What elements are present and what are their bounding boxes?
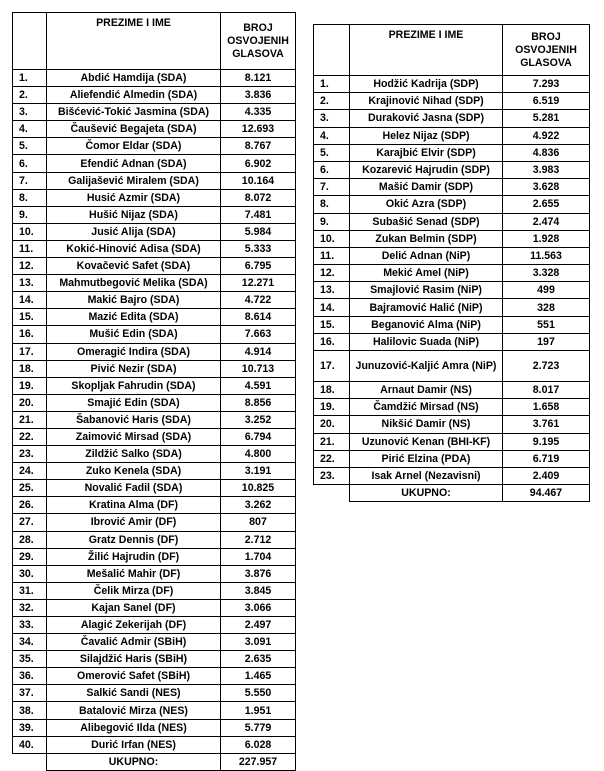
vote-count-cell: 11.563 xyxy=(503,247,590,264)
candidate-name-cell: Durić Irfan (NES) xyxy=(47,736,221,753)
vote-count-cell: 6.794 xyxy=(221,428,296,445)
vote-count-cell: 5.333 xyxy=(221,240,296,257)
table-row xyxy=(314,351,590,382)
row-index-cell: 27. xyxy=(13,514,47,531)
vote-count-cell: 4.922 xyxy=(503,127,590,144)
vote-count-cell: 12.271 xyxy=(221,275,296,292)
vote-count-cell: 2.712 xyxy=(221,531,296,548)
row-index-cell: 35. xyxy=(13,651,47,668)
vote-count-cell: 8.767 xyxy=(221,138,296,155)
candidate-name-cell: Pivić Nezir (SDA) xyxy=(47,360,221,377)
table-row xyxy=(13,634,296,651)
table-row xyxy=(13,223,296,240)
vote-count-cell: 10.164 xyxy=(221,172,296,189)
row-index-cell: 15. xyxy=(314,316,350,333)
candidate-name-cell: Mašić Damir (SDP) xyxy=(350,179,503,196)
table-row xyxy=(314,382,590,399)
table-row xyxy=(13,155,296,172)
table-row xyxy=(314,247,590,264)
row-index-cell: 20. xyxy=(314,416,350,433)
vote-count-cell: 2.723 xyxy=(503,351,590,382)
candidate-name-cell: Mazić Edita (SDA) xyxy=(47,309,221,326)
left-results-table xyxy=(12,12,296,771)
candidate-name-cell: Karajbić Elvir (SDP) xyxy=(350,144,503,161)
candidate-name-cell: Kozarević Hajrudin (SDP) xyxy=(350,161,503,178)
candidate-name-cell: Mekić Amel (NiP) xyxy=(350,265,503,282)
vote-count-cell: 6.902 xyxy=(221,155,296,172)
vote-count-cell: 3.262 xyxy=(221,497,296,514)
row-index-cell: 14. xyxy=(13,292,47,309)
vote-count-cell: 807 xyxy=(221,514,296,531)
candidate-name-cell: Batalović Mirza (NES) xyxy=(47,702,221,719)
name-column-header: PREZIME I IME xyxy=(47,13,221,70)
row-index-cell: 28. xyxy=(13,531,47,548)
row-index-cell: 9. xyxy=(13,206,47,223)
candidate-name-cell: Mušić Edin (SDA) xyxy=(47,326,221,343)
table-row xyxy=(13,87,296,104)
row-index-cell: 14. xyxy=(314,299,350,316)
index-header-cell xyxy=(314,25,350,76)
row-index-cell: 8. xyxy=(13,189,47,206)
table-row xyxy=(314,161,590,178)
vote-count-cell: 3.091 xyxy=(221,634,296,651)
candidate-name-cell: Omerović Safet (SBiH) xyxy=(47,668,221,685)
table-row xyxy=(314,196,590,213)
table-row xyxy=(13,685,296,702)
table-row xyxy=(13,582,296,599)
vote-count-cell: 8.017 xyxy=(503,382,590,399)
row-index-cell: 10. xyxy=(13,223,47,240)
right-results-table xyxy=(313,24,590,502)
vote-count-cell: 8.121 xyxy=(221,70,296,87)
total-value: 94.467 xyxy=(503,485,590,502)
candidate-name-cell: Nikšić Damir (NS) xyxy=(350,416,503,433)
total-value: 227.957 xyxy=(221,753,296,770)
vote-count-cell: 3.066 xyxy=(221,599,296,616)
candidate-name-cell: Omeragić Indira (SDA) xyxy=(47,343,221,360)
table-row xyxy=(13,394,296,411)
table-row xyxy=(314,144,590,161)
name-column-header: PREZIME I IME xyxy=(350,25,503,76)
vote-count-cell: 8.072 xyxy=(221,189,296,206)
candidate-name-cell: Hušić Nijaz (SDA) xyxy=(47,206,221,223)
vote-count-cell: 4.591 xyxy=(221,377,296,394)
table-row xyxy=(13,104,296,121)
candidate-name-cell: Bajramović Halić (NiP) xyxy=(350,299,503,316)
candidate-name-cell: Zildžić Salko (SDA) xyxy=(47,446,221,463)
votes-column-header: BROJ OSVOJENIH GLASOVA xyxy=(221,13,296,70)
row-index-cell: 22. xyxy=(314,450,350,467)
vote-count-cell: 8.614 xyxy=(221,309,296,326)
row-index-cell: 16. xyxy=(13,326,47,343)
vote-count-cell: 3.628 xyxy=(503,179,590,196)
candidate-name-cell: Novalić Fadil (SDA) xyxy=(47,480,221,497)
vote-count-cell: 6.028 xyxy=(221,736,296,753)
row-index-cell: 34. xyxy=(13,634,47,651)
table-row xyxy=(314,230,590,247)
table-row xyxy=(13,292,296,309)
table-row xyxy=(13,702,296,719)
table-row xyxy=(13,326,296,343)
candidate-name-cell: Galijašević Miralem (SDA) xyxy=(47,172,221,189)
table-row xyxy=(13,497,296,514)
table-row xyxy=(13,446,296,463)
vote-count-cell: 2.409 xyxy=(503,467,590,484)
row-index-cell: 17. xyxy=(314,351,350,382)
row-index-cell: 16. xyxy=(314,333,350,350)
table-row xyxy=(13,668,296,685)
row-index-cell: 12. xyxy=(314,265,350,282)
total-row xyxy=(314,485,590,502)
vote-count-cell: 197 xyxy=(503,333,590,350)
row-index-cell: 5. xyxy=(13,138,47,155)
vote-count-cell: 3.983 xyxy=(503,161,590,178)
row-index-cell: 38. xyxy=(13,702,47,719)
candidate-name-cell: Abdić Hamdija (SDA) xyxy=(47,70,221,87)
candidate-name-cell: Halilovic Suada (NiP) xyxy=(350,333,503,350)
table-row xyxy=(13,189,296,206)
row-index-cell: 11. xyxy=(13,240,47,257)
vote-count-cell: 5.281 xyxy=(503,110,590,127)
row-index-cell: 18. xyxy=(13,360,47,377)
vote-count-cell: 4.800 xyxy=(221,446,296,463)
row-index-cell: 30. xyxy=(13,565,47,582)
candidate-name-cell: Isak Arnel (Nezavisni) xyxy=(350,467,503,484)
table-row xyxy=(13,258,296,275)
row-index-cell: 1. xyxy=(13,70,47,87)
row-index-cell: 23. xyxy=(314,467,350,484)
table-row xyxy=(13,309,296,326)
vote-count-cell: 3.191 xyxy=(221,463,296,480)
candidate-name-cell: Smajić Edin (SDA) xyxy=(47,394,221,411)
table-row xyxy=(13,377,296,394)
index-header-cell xyxy=(13,13,47,70)
row-index-cell: 13. xyxy=(13,275,47,292)
row-index-cell: 39. xyxy=(13,719,47,736)
candidate-name-cell: Arnaut Damir (NS) xyxy=(350,382,503,399)
vote-count-cell: 8.856 xyxy=(221,394,296,411)
row-index-cell: 18. xyxy=(314,382,350,399)
total-empty-cell xyxy=(314,485,350,502)
candidate-name-cell: Jusić Alija (SDA) xyxy=(47,223,221,240)
vote-count-cell: 3.836 xyxy=(221,87,296,104)
vote-count-cell: 551 xyxy=(503,316,590,333)
candidate-name-cell: Žilić Hajrudin (DF) xyxy=(47,548,221,565)
row-index-cell: 2. xyxy=(13,87,47,104)
row-index-cell: 21. xyxy=(13,411,47,428)
vote-count-cell: 12.693 xyxy=(221,121,296,138)
row-index-cell: 22. xyxy=(13,428,47,445)
table-row xyxy=(13,172,296,189)
row-index-cell: 10. xyxy=(314,230,350,247)
vote-count-cell: 6.519 xyxy=(503,93,590,110)
table-header-row xyxy=(314,25,590,76)
candidate-name-cell: Beganović Alma (NiP) xyxy=(350,316,503,333)
row-index-cell: 3. xyxy=(314,110,350,127)
row-index-cell: 40. xyxy=(13,736,47,753)
table-row xyxy=(314,282,590,299)
candidate-name-cell: Čomor Eldar (SDA) xyxy=(47,138,221,155)
table-row xyxy=(314,299,590,316)
candidate-name-cell: Alibegović Ilda (NES) xyxy=(47,719,221,736)
candidate-name-cell: Silajdžić Haris (SBiH) xyxy=(47,651,221,668)
candidate-name-cell: Okić Azra (SDP) xyxy=(350,196,503,213)
table-row xyxy=(13,548,296,565)
vote-count-cell: 10.713 xyxy=(221,360,296,377)
candidate-name-cell: Čamdžić Mirsad (NS) xyxy=(350,399,503,416)
row-index-cell: 31. xyxy=(13,582,47,599)
table-row xyxy=(314,433,590,450)
votes-column-header: BROJ OSVOJENIH GLASOVA xyxy=(503,25,590,76)
table-row xyxy=(13,480,296,497)
row-index-cell: 5. xyxy=(314,144,350,161)
table-row xyxy=(13,360,296,377)
table-row xyxy=(13,411,296,428)
vote-count-cell: 10.825 xyxy=(221,480,296,497)
vote-count-cell: 4.836 xyxy=(503,144,590,161)
candidate-name-cell: Kratina Alma (DF) xyxy=(47,497,221,514)
vote-count-cell: 1.704 xyxy=(221,548,296,565)
vote-count-cell: 6.795 xyxy=(221,258,296,275)
row-index-cell: 24. xyxy=(13,463,47,480)
vote-count-cell: 5.550 xyxy=(221,685,296,702)
row-index-cell: 7. xyxy=(314,179,350,196)
candidate-name-cell: Krajinović Nihad (SDP) xyxy=(350,93,503,110)
candidate-name-cell: Makić Bajro (SDA) xyxy=(47,292,221,309)
vote-count-cell: 3.876 xyxy=(221,565,296,582)
candidate-name-cell: Hodžić Kadrija (SDP) xyxy=(350,76,503,93)
vote-count-cell: 1.951 xyxy=(221,702,296,719)
table-row xyxy=(13,138,296,155)
table-row xyxy=(13,514,296,531)
row-index-cell: 23. xyxy=(13,446,47,463)
vote-count-cell: 7.481 xyxy=(221,206,296,223)
candidate-name-cell: Uzunović Kenan (BHI-KF) xyxy=(350,433,503,450)
row-index-cell: 4. xyxy=(13,121,47,138)
table-row xyxy=(13,599,296,616)
candidate-name-cell: Aliefendić Almedin (SDA) xyxy=(47,87,221,104)
table-row xyxy=(314,93,590,110)
candidate-name-cell: Pirić Elzina (PDA) xyxy=(350,450,503,467)
candidate-name-cell: Kovačević Safet (SDA) xyxy=(47,258,221,275)
row-index-cell: 12. xyxy=(13,258,47,275)
vote-count-cell: 328 xyxy=(503,299,590,316)
row-index-cell: 4. xyxy=(314,127,350,144)
row-index-cell: 33. xyxy=(13,617,47,634)
table-row xyxy=(13,240,296,257)
row-index-cell: 15. xyxy=(13,309,47,326)
vote-count-cell: 2.497 xyxy=(221,617,296,634)
table-row xyxy=(13,719,296,736)
row-index-cell: 26. xyxy=(13,497,47,514)
table-row xyxy=(314,450,590,467)
row-index-cell: 21. xyxy=(314,433,350,450)
candidate-name-cell: Helez Nijaz (SDP) xyxy=(350,127,503,144)
table-row xyxy=(314,265,590,282)
total-label: UKUPNO: xyxy=(350,485,503,502)
table-row xyxy=(13,531,296,548)
table-row xyxy=(314,316,590,333)
table-row xyxy=(13,565,296,582)
row-index-cell: 32. xyxy=(13,599,47,616)
candidate-name-cell: Husić Azmir (SDA) xyxy=(47,189,221,206)
candidate-name-cell: Skopljak Fahrudin (SDA) xyxy=(47,377,221,394)
candidate-name-cell: Kajan Sanel (DF) xyxy=(47,599,221,616)
candidate-name-cell: Ibrović Amir (DF) xyxy=(47,514,221,531)
vote-count-cell: 2.635 xyxy=(221,651,296,668)
candidate-name-cell: Smajlović Rasim (NiP) xyxy=(350,282,503,299)
vote-count-cell: 3.328 xyxy=(503,265,590,282)
candidate-name-cell: Zuko Kenela (SDA) xyxy=(47,463,221,480)
table-row xyxy=(314,76,590,93)
candidate-name-cell: Bišćević-Tokić Jasmina (SDA) xyxy=(47,104,221,121)
candidate-name-cell: Delić Adnan (NiP) xyxy=(350,247,503,264)
table-row xyxy=(314,127,590,144)
vote-count-cell: 2.655 xyxy=(503,196,590,213)
row-index-cell: 20. xyxy=(13,394,47,411)
vote-count-cell: 1.928 xyxy=(503,230,590,247)
candidate-name-cell: Čelik Mirza (DF) xyxy=(47,582,221,599)
candidate-name-cell: Junuzović-Kaljić Amra (NiP) xyxy=(350,351,503,382)
candidate-name-cell: Duraković Jasna (SDP) xyxy=(350,110,503,127)
row-index-cell: 19. xyxy=(13,377,47,394)
table-row xyxy=(13,428,296,445)
row-index-cell: 29. xyxy=(13,548,47,565)
vote-count-cell: 1.465 xyxy=(221,668,296,685)
row-index-cell: 8. xyxy=(314,196,350,213)
vote-count-cell: 4.722 xyxy=(221,292,296,309)
row-index-cell: 25. xyxy=(13,480,47,497)
row-index-cell: 19. xyxy=(314,399,350,416)
candidate-name-cell: Salkić Sandi (NES) xyxy=(47,685,221,702)
vote-count-cell: 9.195 xyxy=(503,433,590,450)
candidate-name-cell: Alagić Zekerijah (DF) xyxy=(47,617,221,634)
row-index-cell: 37. xyxy=(13,685,47,702)
vote-count-cell: 2.474 xyxy=(503,213,590,230)
candidate-name-cell: Mešalić Mahir (DF) xyxy=(47,565,221,582)
table-row xyxy=(314,416,590,433)
candidate-name-cell: Efendić Adnan (SDA) xyxy=(47,155,221,172)
vote-count-cell: 5.984 xyxy=(221,223,296,240)
vote-count-cell: 3.761 xyxy=(503,416,590,433)
vote-count-cell: 499 xyxy=(503,282,590,299)
candidate-name-cell: Gratz Dennis (DF) xyxy=(47,531,221,548)
vote-count-cell: 4.335 xyxy=(221,104,296,121)
candidate-name-cell: Zaimović Mirsad (SDA) xyxy=(47,428,221,445)
table-row xyxy=(13,206,296,223)
vote-count-cell: 7.293 xyxy=(503,76,590,93)
table-row xyxy=(13,617,296,634)
vote-count-cell: 5.779 xyxy=(221,719,296,736)
table-row xyxy=(13,343,296,360)
row-index-cell: 36. xyxy=(13,668,47,685)
total-empty-cell xyxy=(13,753,47,770)
table-row xyxy=(13,275,296,292)
total-row xyxy=(13,753,296,770)
vote-count-cell: 6.719 xyxy=(503,450,590,467)
row-index-cell: 6. xyxy=(314,161,350,178)
candidate-name-cell: Mahmutbegović Melika (SDA) xyxy=(47,275,221,292)
vote-count-cell: 3.845 xyxy=(221,582,296,599)
row-index-cell: 7. xyxy=(13,172,47,189)
row-index-cell: 11. xyxy=(314,247,350,264)
table-row xyxy=(13,121,296,138)
candidate-name-cell: Čaušević Begajeta (SDA) xyxy=(47,121,221,138)
candidate-name-cell: Šabanović Haris (SDA) xyxy=(47,411,221,428)
table-row xyxy=(314,333,590,350)
table-row xyxy=(13,651,296,668)
table-row xyxy=(314,110,590,127)
candidate-name-cell: Čavalić Admir (SBiH) xyxy=(47,634,221,651)
table-row xyxy=(314,467,590,484)
vote-count-cell: 4.914 xyxy=(221,343,296,360)
candidate-name-cell: Subašić Senad (SDP) xyxy=(350,213,503,230)
table-row xyxy=(314,179,590,196)
candidate-name-cell: Zukan Belmin (SDP) xyxy=(350,230,503,247)
table-row xyxy=(13,70,296,87)
table-header-row xyxy=(13,13,296,70)
vote-count-cell: 3.252 xyxy=(221,411,296,428)
candidate-name-cell: Kokić-Hinović Adisa (SDA) xyxy=(47,240,221,257)
row-index-cell: 9. xyxy=(314,213,350,230)
row-index-cell: 6. xyxy=(13,155,47,172)
vote-count-cell: 7.663 xyxy=(221,326,296,343)
table-row xyxy=(314,213,590,230)
row-index-cell: 1. xyxy=(314,76,350,93)
row-index-cell: 3. xyxy=(13,104,47,121)
row-index-cell: 13. xyxy=(314,282,350,299)
table-row xyxy=(314,399,590,416)
row-index-cell: 17. xyxy=(13,343,47,360)
total-label: UKUPNO: xyxy=(47,753,221,770)
table-row xyxy=(13,463,296,480)
vote-count-cell: 1.658 xyxy=(503,399,590,416)
row-index-cell: 2. xyxy=(314,93,350,110)
